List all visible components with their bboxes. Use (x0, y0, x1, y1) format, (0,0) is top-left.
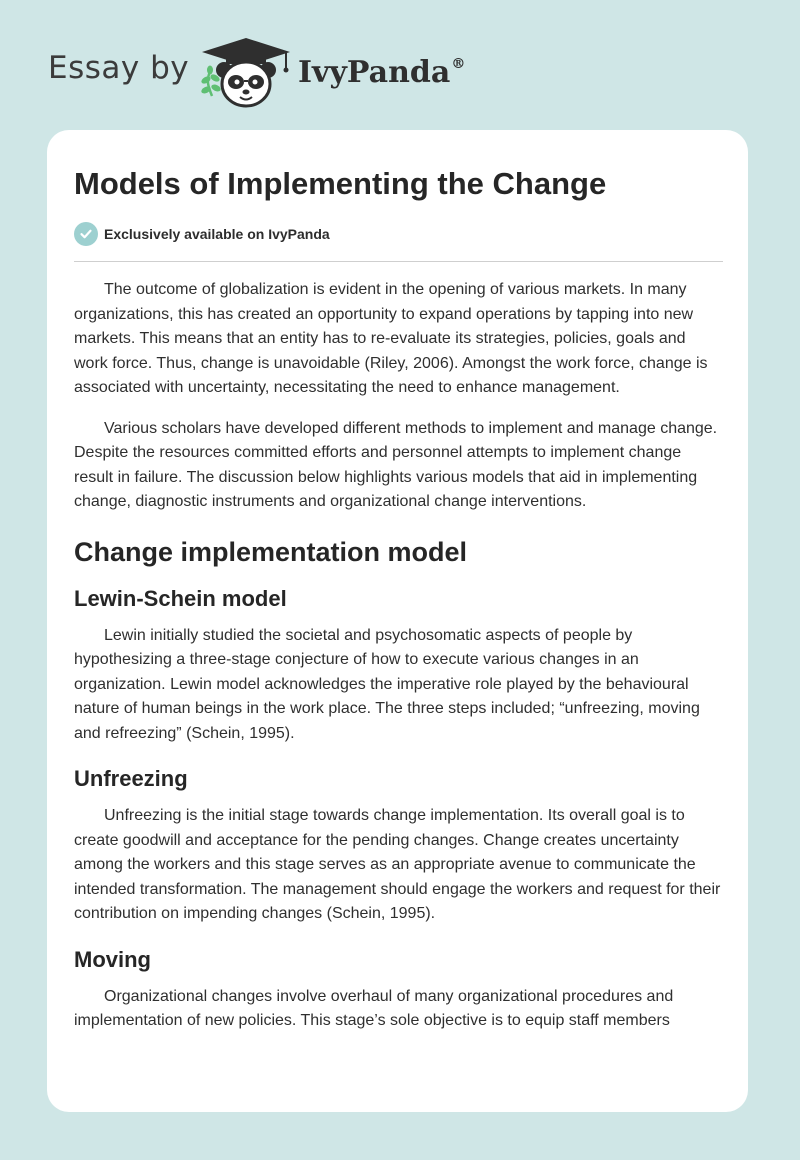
check-icon (74, 222, 98, 246)
paragraph: Lewin initially studied the societal and psychosomatic aspects of people by hypothesizing a three-stage conjecture of how to execute various changes in an organization. Lewin model acknowledges the imperative role played by the behavioural nature of human beings in the work place. The three steps included; “unfreezing, moving and refreezing” (Schein, 1995). (74, 626, 700, 742)
article-body (74, 278, 723, 1050)
paragraph: Various scholars have developed different methods to implement and manage change. Despite the resources committed efforts and personnel attempts to implement change result in failure. The discussion below highlights various models that aid in implementing change, diagnostic instruments and organizational change interventions. (74, 419, 718, 510)
panda-logo-icon[interactable] (198, 34, 294, 110)
site-header (0, 0, 800, 130)
paragraph: The outcome of globalization is evident in the opening of various markets. In many organizations, this has created an opportunity to expand operations by tapping into new markets. This means that an entity has to re-evaluate its strategies, policies, goals and work force. Thus, change is unavoidable (Riley, 2006). Amongst the work force, change is associated with uncertainty, necessitating the need to enhance management. (74, 281, 708, 396)
exclusive-badge (74, 222, 330, 246)
page-title: Models of Implementing the Change (74, 166, 607, 201)
brand-name[interactable]: IvyPanda® (298, 55, 466, 90)
subheading-moving: Moving (74, 946, 151, 972)
section-heading: Change implementation model (74, 536, 468, 567)
badge-label: Exclusively available on IvyPanda (104, 226, 330, 242)
registered-mark: ® (451, 56, 466, 72)
paragraph: Unfreezing is the initial stage towards change implementation. Its overall goal is to create goodwill and acceptance for the pending changes. Change creates uncertainty among the workers and this stage serves as an appropriate avenue to communicate the intended transformation. The management should engage the workers and request for their contribution on impending changes (Schein, 1995). (74, 807, 721, 922)
article-card (47, 130, 748, 1112)
divider (74, 261, 723, 262)
subheading-lewin-schein: Lewin-Schein model (74, 585, 287, 611)
paragraph: Organizational changes involve overhaul of many organizational procedures and implementation of new policies. This stage’s sole objective is to equip staff members (74, 987, 674, 1029)
subheading-unfreezing: Unfreezing (74, 766, 188, 791)
essay-by-label: Essay by (48, 50, 190, 86)
